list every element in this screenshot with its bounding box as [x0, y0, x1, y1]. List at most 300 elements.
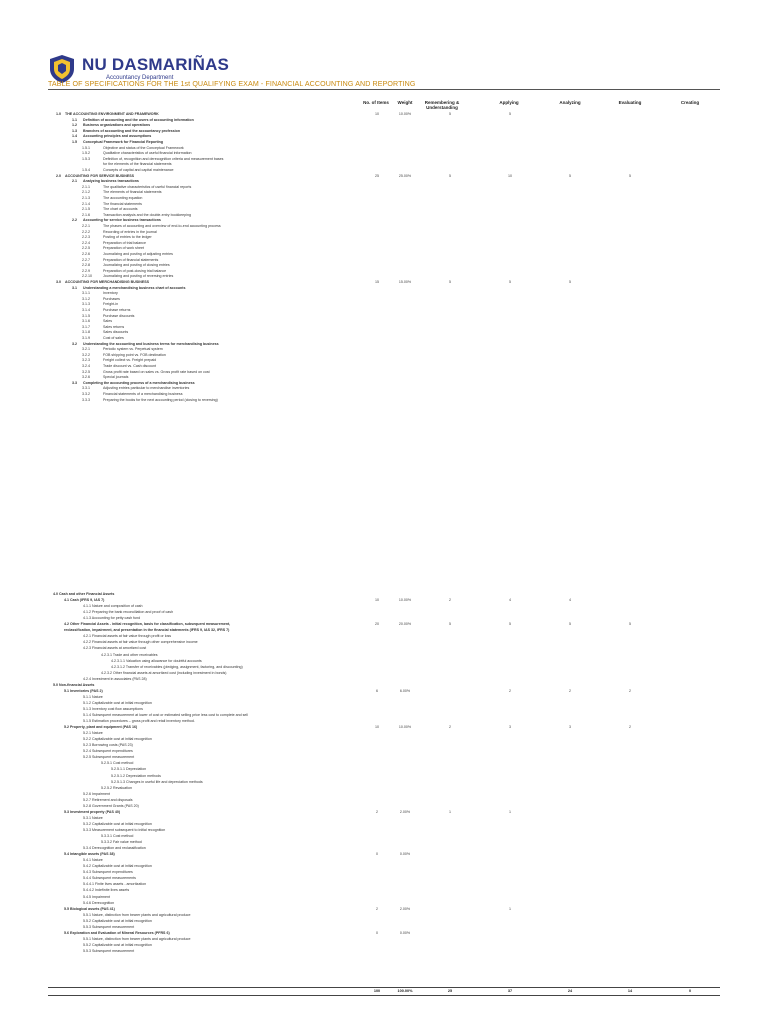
- row-number: 1.2: [72, 123, 77, 128]
- cell-analyzing: 2: [569, 688, 571, 693]
- table-row: [0, 224, 768, 229]
- row-topic: 5.1 Inventories (PAS 2): [64, 688, 103, 693]
- col-header-analyzing: Analyzing: [559, 100, 581, 105]
- row-number: 2.2.6: [82, 252, 90, 256]
- table-row: [0, 737, 768, 742]
- row-topic: THE ACCOUNTING ENVIRONMENT AND FRAMEWORK: [65, 112, 159, 116]
- row-topic: Posting of entries to the ledger: [103, 235, 152, 240]
- row-topic: 5.5.2 Capitalizable cost at initial recognition: [83, 918, 152, 923]
- table-row: [0, 202, 768, 207]
- cell-evaluating: 2: [629, 725, 631, 730]
- row-topic: 5.3.3 Measurement subsequent to initial recognition: [83, 827, 166, 832]
- table-row: [0, 302, 768, 307]
- cell-weight: 15.00%: [398, 280, 412, 284]
- cell-items: 10: [375, 112, 379, 116]
- row-topic: The accounting equation: [103, 196, 143, 200]
- table-row: [0, 185, 768, 190]
- table-row: [0, 129, 768, 134]
- title-divider: [48, 89, 720, 90]
- table-row: [0, 235, 768, 240]
- row-topic: Journalizing and posting of adjusting entries: [103, 252, 173, 256]
- row-topic: 5.3.2 Capitalizable cost at initial recognition: [83, 821, 152, 826]
- row-topic: Adjusting entries particular to merchandise inventories: [103, 386, 190, 391]
- table-row: [0, 743, 768, 748]
- cell-analyzing: 3: [569, 725, 571, 730]
- table-row: [0, 725, 768, 730]
- row-topic: 5.2.2 Capitalizable cost at initial recognition: [83, 737, 152, 742]
- table-row: [0, 398, 768, 403]
- table-row: [0, 157, 768, 162]
- row-topic: 5.6 Exploration and Evaluation of Mineral Resources (PFRS 6): [64, 930, 170, 935]
- row-number: 3.2.6: [82, 375, 90, 380]
- table-row: [0, 653, 768, 658]
- col-header-weight: Weight: [397, 100, 413, 105]
- row-topic: 5.1.1 Nature: [83, 694, 103, 699]
- row-topic: 5.1.2 Capitalizable cost at initial recognition: [83, 700, 152, 705]
- table-row: [0, 381, 768, 386]
- table-row: [0, 386, 768, 391]
- table-row: [0, 190, 768, 195]
- row-topic: Conceptual Framework for Financial Reporting: [83, 140, 164, 144]
- row-number: 3.1.4: [82, 308, 90, 312]
- table-row: [0, 622, 768, 627]
- row-topic: 4.1.3 Accounting for petty cash fund: [83, 616, 141, 621]
- row-number: 3.3.1: [82, 386, 90, 391]
- row-topic: 5.5.3 Subsequent measurement: [83, 948, 135, 953]
- table-row: [0, 943, 768, 948]
- row-topic: 5.2.5.1 Cost method: [101, 761, 134, 766]
- row-topic: 5.4 Intangible assets (PAS 38): [64, 852, 115, 857]
- cell-weight: 10.00%: [398, 598, 412, 603]
- table-row: [0, 864, 768, 869]
- table-row: [0, 816, 768, 821]
- table-row: [0, 392, 768, 397]
- row-topic: Recording of entries in the journal: [103, 229, 157, 234]
- row-topic: 4.2 Other Financial Assets - initial recognition, basis for classification, subsequent measurement,: [64, 622, 231, 627]
- row-topic: 4.2.3 Financial assets at amortized cost: [83, 646, 147, 651]
- row-topic: reclassification, impairment, and presentation in the financial statements (IFRS 9, IAS 32, IFRS 7): [64, 628, 230, 633]
- row-number: 1.5.4: [82, 168, 90, 172]
- cell-analyzing: 5: [569, 173, 571, 178]
- table-row: [0, 314, 768, 319]
- row-topic: Sales returns: [103, 324, 125, 329]
- table-row: [0, 719, 768, 724]
- row-number: 3.2.4: [82, 364, 90, 368]
- row-number: 2.2: [72, 218, 77, 223]
- table-row: [0, 640, 768, 645]
- row-topic: 5.2 Property, plant and equipment (PAS 16): [64, 725, 138, 730]
- row-topic: 5.2.5.1.3 Changes in useful life and depreciation methods: [111, 779, 203, 784]
- row-number: 3.1.7: [82, 324, 90, 329]
- table-row: [0, 646, 768, 651]
- row-topic: 5.2.5.1.2 Depreciation methods: [111, 773, 161, 778]
- logo-name: NU DASMARIÑAS: [82, 55, 230, 74]
- row-topic: Definition of accounting and the users of accounting information: [83, 117, 194, 122]
- table-row: [0, 882, 768, 887]
- row-topic: 5.5 Biological assets (PAS 41): [64, 906, 115, 911]
- table-row: [0, 798, 768, 803]
- row-topic: Definition of, recognition and derecognition criteria and measurement bases: [103, 156, 224, 161]
- table-row: [0, 112, 768, 117]
- row-topic: Journalizing and posting of closing entries: [103, 263, 170, 268]
- totals-bottom-rule: [48, 995, 720, 996]
- table-row: [0, 695, 768, 700]
- row-topic: Purchases: [103, 296, 120, 301]
- table-row: [0, 767, 768, 772]
- row-number: 1.5: [72, 140, 77, 144]
- table-row: [0, 774, 768, 779]
- table-row: [0, 134, 768, 139]
- table-row: [0, 207, 768, 212]
- row-topic: 4.2.2 Financial assets at fair value through other comprehensive income: [83, 640, 198, 645]
- row-number: 2.1.1: [82, 184, 90, 189]
- row-number: 3.2.5: [82, 369, 90, 374]
- cell-items: 0: [376, 930, 378, 935]
- row-topic: 5.0 Non-financial Assets: [53, 682, 95, 687]
- table-row: [0, 168, 768, 173]
- row-topic: The elements of financial statements: [103, 190, 162, 195]
- cell-weight: 10.00%: [398, 725, 412, 730]
- table-row: [0, 297, 768, 302]
- table-row: [0, 263, 768, 268]
- row-topic: 5.5.2 Capitalizable cost at initial recognition: [83, 942, 152, 947]
- row-topic: ACCOUNTING FOR SERVICE BUSINESS: [65, 173, 135, 178]
- table-row: [0, 931, 768, 936]
- table-row: [0, 140, 768, 145]
- row-topic: Purchase returns: [103, 308, 131, 312]
- table-row: [0, 846, 768, 851]
- cell-remembering: 5: [449, 173, 451, 178]
- row-topic: 5.3.3.2 Fair value method: [101, 840, 142, 845]
- row-topic: Accounting principles and assumptions: [83, 134, 152, 139]
- row-topic: Preparation of work sheet: [103, 246, 144, 251]
- row-topic: 5.1.3 Inventory cost flow assumptions: [83, 706, 143, 711]
- table-row: [0, 370, 768, 375]
- table-row: [0, 822, 768, 827]
- row-topic: Concepts of capital and capital maintenance: [103, 168, 174, 172]
- cell-applying: 4: [509, 598, 511, 603]
- row-topic: Transaction analysis and the double-entry bookkeeping: [103, 212, 191, 217]
- cell-analyzing: 5: [569, 280, 571, 284]
- row-topic: 5.2.5 Subsequent measurement: [83, 755, 135, 760]
- total-remembering: 25: [447, 989, 453, 993]
- total-weight: 100.00%: [397, 989, 413, 993]
- row-topic: Journalizing and posting of reversing entries: [103, 274, 174, 279]
- cell-remembering: 5: [449, 622, 451, 627]
- row-topic: 5.4.4 Subsequent measurements: [83, 876, 136, 881]
- table-row: [0, 901, 768, 906]
- table-row: [0, 319, 768, 324]
- row-number: 3.1.1: [82, 291, 90, 296]
- row-number: 2.2.8: [82, 263, 90, 268]
- row-topic: 5.4.3 Subsequent expenditures: [83, 870, 133, 875]
- row-topic: Financial statements of a merchandising business: [103, 392, 183, 396]
- row-topic: 4.2.3.1.2 Transfer of receivables (pledging, assignment, factoring, and discounting): [111, 664, 243, 669]
- col-header-evaluating: Evaluating: [618, 100, 642, 105]
- cell-items: 20: [375, 622, 379, 627]
- cell-weight: 10.00%: [398, 112, 412, 116]
- row-topic: 5.2.6 Impairment: [83, 791, 110, 796]
- table-row: [0, 258, 768, 263]
- row-topic: 5.2.7 Retirement and disposals: [83, 797, 133, 802]
- row-number: 2.0: [56, 173, 61, 178]
- row-topic: 5.4.4.2 Indefinite lives assets: [83, 888, 130, 893]
- row-topic: The phases of accounting and overview of end-to-end accounting process: [103, 224, 221, 228]
- row-number: 2.1.2: [82, 190, 90, 195]
- table-row: [0, 375, 768, 380]
- row-number: 1.5.3: [82, 156, 90, 161]
- row-number: 2.2.5: [82, 246, 90, 251]
- table-row: [0, 755, 768, 760]
- row-topic: Objective and status of the Conceptual Framework: [103, 145, 184, 150]
- table-row: [0, 286, 768, 291]
- table-row: [0, 852, 768, 857]
- table-row: [0, 876, 768, 881]
- table-row: [0, 858, 768, 863]
- total-items: 100: [373, 989, 381, 993]
- row-topic: 5.4.5 Impairment: [83, 894, 110, 899]
- row-number: 1.3: [72, 128, 77, 133]
- table-row: [0, 913, 768, 918]
- row-topic: Analyzing business transactions: [83, 179, 139, 184]
- table-row: [0, 786, 768, 791]
- row-number: 3.2: [72, 341, 77, 346]
- row-topic: 5.2.1 Nature: [83, 731, 103, 736]
- total-creating: 0: [688, 989, 692, 993]
- row-number: 2.2.4: [82, 240, 90, 245]
- table-row: [0, 628, 768, 633]
- row-number: 2.2.3: [82, 235, 90, 240]
- row-topic: for the elements of the financial statements: [103, 162, 172, 167]
- cell-applying: 10: [508, 173, 512, 178]
- row-topic: 5.2.3 Borrowing costs (PAS 23): [83, 743, 133, 748]
- table-row: [0, 347, 768, 352]
- row-number: 2.2.1: [82, 224, 90, 228]
- row-topic: 5.1.4 Subsequent measurement at lower of cost or estimated selling price less cost to complete and sell: [83, 713, 248, 717]
- row-topic: 5.5.1 Nature, distinction from bearer plants and agricultural produce: [83, 912, 191, 917]
- table-row: [0, 162, 768, 167]
- row-number: 1.1: [72, 117, 77, 122]
- row-number: 3.1.8: [82, 330, 90, 335]
- row-topic: Preparing the books for the next accounting period (closing to reversing): [103, 397, 218, 402]
- table-row: [0, 828, 768, 833]
- row-topic: Sales: [103, 319, 112, 324]
- table-row: [0, 895, 768, 900]
- table-row: [0, 749, 768, 754]
- row-number: 2.2.7: [82, 257, 90, 262]
- row-number: 3.1.5: [82, 313, 90, 318]
- row-topic: Preparation of financial statements: [103, 257, 159, 262]
- table-row: [0, 213, 768, 218]
- row-number: 2.1.5: [82, 207, 90, 212]
- table-row: [0, 683, 768, 688]
- table-row: [0, 325, 768, 330]
- table-row: [0, 840, 768, 845]
- row-topic: Gross profit rate based on sales vs. Gross profit rate based on cost: [103, 369, 210, 374]
- row-number: 3.1.6: [82, 319, 90, 324]
- table-row: [0, 598, 768, 603]
- row-topic: 5.2.8 Government Grants (PAS 20): [83, 803, 139, 808]
- row-topic: Sales discounts: [103, 330, 129, 335]
- row-topic: Qualitative characteristics of useful financial information: [103, 151, 192, 156]
- cell-items: 10: [375, 725, 379, 730]
- table-row: [0, 353, 768, 358]
- cell-applying: 5: [509, 622, 511, 627]
- table-row: [0, 336, 768, 341]
- table-row: [0, 146, 768, 151]
- table-row: [0, 671, 768, 676]
- table-row: [0, 280, 768, 285]
- row-topic: 4.2.3.1.1 Valuation using allowance for doubtful accounts: [111, 658, 202, 663]
- col-header-applying: Applying: [499, 100, 519, 105]
- cell-weight: 0.00%: [399, 930, 411, 935]
- col-header-items: No. of Items: [363, 100, 389, 105]
- table-row: [0, 761, 768, 766]
- table-row: [0, 151, 768, 156]
- table-row: [0, 907, 768, 912]
- table-row: [0, 241, 768, 246]
- cell-items: 2: [376, 906, 378, 911]
- table-row: [0, 888, 768, 893]
- total-evaluating: 14: [627, 989, 633, 993]
- table-row: [0, 919, 768, 924]
- row-topic: 5.3.4 Derecognition and reclassification: [83, 846, 146, 851]
- row-number: 3.3.3: [82, 397, 90, 402]
- cell-items: 10: [375, 598, 379, 603]
- table-row: [0, 118, 768, 123]
- total-applying: 37: [507, 989, 513, 993]
- row-topic: 5.4.4.1 Finite lives assets - amortization: [83, 882, 147, 887]
- table-row: [0, 937, 768, 942]
- cell-applying: 3: [509, 725, 511, 730]
- row-number: 1.0: [56, 112, 61, 116]
- row-topic: FOB shipping point vs. FOB destination: [103, 352, 166, 357]
- row-number: 2.1.3: [82, 196, 90, 200]
- cell-weight: 2.00%: [399, 809, 411, 814]
- cell-weight: 2.00%: [399, 906, 411, 911]
- table-row: [0, 677, 768, 682]
- row-number: 1.4: [72, 134, 77, 139]
- cell-analyzing: 5: [569, 622, 571, 627]
- row-number: 3.1.9: [82, 336, 90, 340]
- row-number: 3.2.2: [82, 352, 90, 357]
- row-topic: 5.4.1 Nature: [83, 858, 103, 863]
- table-row: [0, 330, 768, 335]
- table-row: [0, 949, 768, 954]
- row-topic: Preparation of trial balance: [103, 240, 146, 245]
- row-topic: The qualitative characteristics of useful financial reports: [103, 184, 192, 189]
- table-row: [0, 925, 768, 930]
- row-number: 3.1: [72, 285, 77, 290]
- cell-analyzing: 4: [569, 598, 571, 603]
- cell-weight: 6.00%: [399, 688, 411, 693]
- row-topic: Preparation of post-closing trial balance: [103, 268, 167, 273]
- row-topic: Understanding the accounting and business terms for merchandising business: [83, 341, 219, 346]
- cell-items: 0: [376, 852, 378, 857]
- row-topic: Periodic system vs. Perpetual system: [103, 347, 163, 352]
- row-number: 3.1.2: [82, 296, 90, 301]
- row-topic: 5.1.5 Estimation procedures – gross profit and retail inventory method.: [83, 719, 195, 724]
- table-row: [0, 230, 768, 235]
- row-number: 1.5.2: [82, 151, 90, 156]
- table-row: [0, 269, 768, 274]
- row-topic: Cost of sales: [103, 336, 124, 340]
- table-row: [0, 179, 768, 184]
- cell-evaluating: 5: [629, 173, 631, 178]
- cell-remembering: 2: [449, 725, 451, 730]
- table-row: [0, 123, 768, 128]
- row-topic: 4.0 Cash and other Financial Assets: [53, 592, 115, 596]
- row-topic: 5.4.6 Derecognition: [83, 900, 115, 905]
- table-row: [0, 364, 768, 369]
- row-topic: Business organizations and operations: [83, 123, 151, 128]
- table-row: [0, 218, 768, 223]
- cell-applying: 1: [509, 906, 511, 911]
- table-row: [0, 659, 768, 664]
- row-number: 2.2.10: [82, 274, 92, 279]
- cell-applying: 1: [509, 809, 511, 814]
- table-row: [0, 870, 768, 875]
- row-topic: 4.2.4 Investment in associates (PAS 28): [83, 676, 147, 681]
- row-number: 3.0: [56, 280, 61, 284]
- cell-evaluating: 2: [629, 688, 631, 693]
- cell-remembering: 2: [449, 598, 451, 603]
- table-row: [0, 308, 768, 313]
- table-row: [0, 616, 768, 621]
- row-topic: Special journals: [103, 375, 129, 380]
- row-topic: Freight collect vs. Freight prepaid: [103, 358, 157, 363]
- table-row: [0, 689, 768, 694]
- cell-remembering: 5: [449, 112, 451, 116]
- row-topic: 5.5.3 Subsequent measurement: [83, 924, 135, 929]
- table-row: [0, 291, 768, 296]
- row-topic: Freight-in: [103, 302, 119, 307]
- table-row: [0, 731, 768, 736]
- row-topic: The chart of accounts: [103, 207, 138, 212]
- row-topic: 5.2.5.2 Revaluation: [101, 785, 132, 790]
- table-row: [0, 634, 768, 639]
- table-row: [0, 610, 768, 615]
- logo-department: Accountancy Department: [106, 75, 174, 81]
- cell-items: 6: [376, 688, 378, 693]
- row-topic: 5.3.3.1 Cost method: [101, 834, 134, 838]
- row-topic: 4.2.1 Financial assets at fair value through profit or loss: [83, 634, 172, 639]
- row-topic: 5.4.2 Capitalizable cost at initial recognition: [83, 864, 152, 869]
- table-row: [0, 196, 768, 201]
- table-row: [0, 780, 768, 785]
- row-number: 3.2.1: [82, 347, 90, 352]
- cell-weight: 0.00%: [399, 852, 411, 857]
- row-topic: Trade discount vs. Cash discount: [103, 364, 157, 368]
- row-topic: 4.1.2 Preparing the bank reconciliation and proof of cash: [83, 610, 174, 615]
- table-row: [0, 707, 768, 712]
- cell-remembering: 5: [449, 280, 451, 284]
- cell-items: 2: [376, 809, 378, 814]
- row-number: 3.3: [72, 380, 77, 385]
- table-row: [0, 804, 768, 809]
- table-row: [0, 274, 768, 279]
- table-row: [0, 252, 768, 257]
- cell-weight: 20.00%: [398, 622, 412, 627]
- cell-remembering: 1: [449, 809, 451, 814]
- row-number: 2.1.6: [82, 212, 90, 217]
- row-topic: The financial statements: [103, 201, 142, 206]
- table-row: [0, 246, 768, 251]
- row-topic: Branches of accounting and the accountancy profession: [83, 128, 181, 133]
- row-topic: Purchase discounts: [103, 313, 135, 318]
- cell-weight: 25.00%: [398, 173, 412, 178]
- row-topic: Completing the accounting process of a merchandising business: [83, 380, 195, 385]
